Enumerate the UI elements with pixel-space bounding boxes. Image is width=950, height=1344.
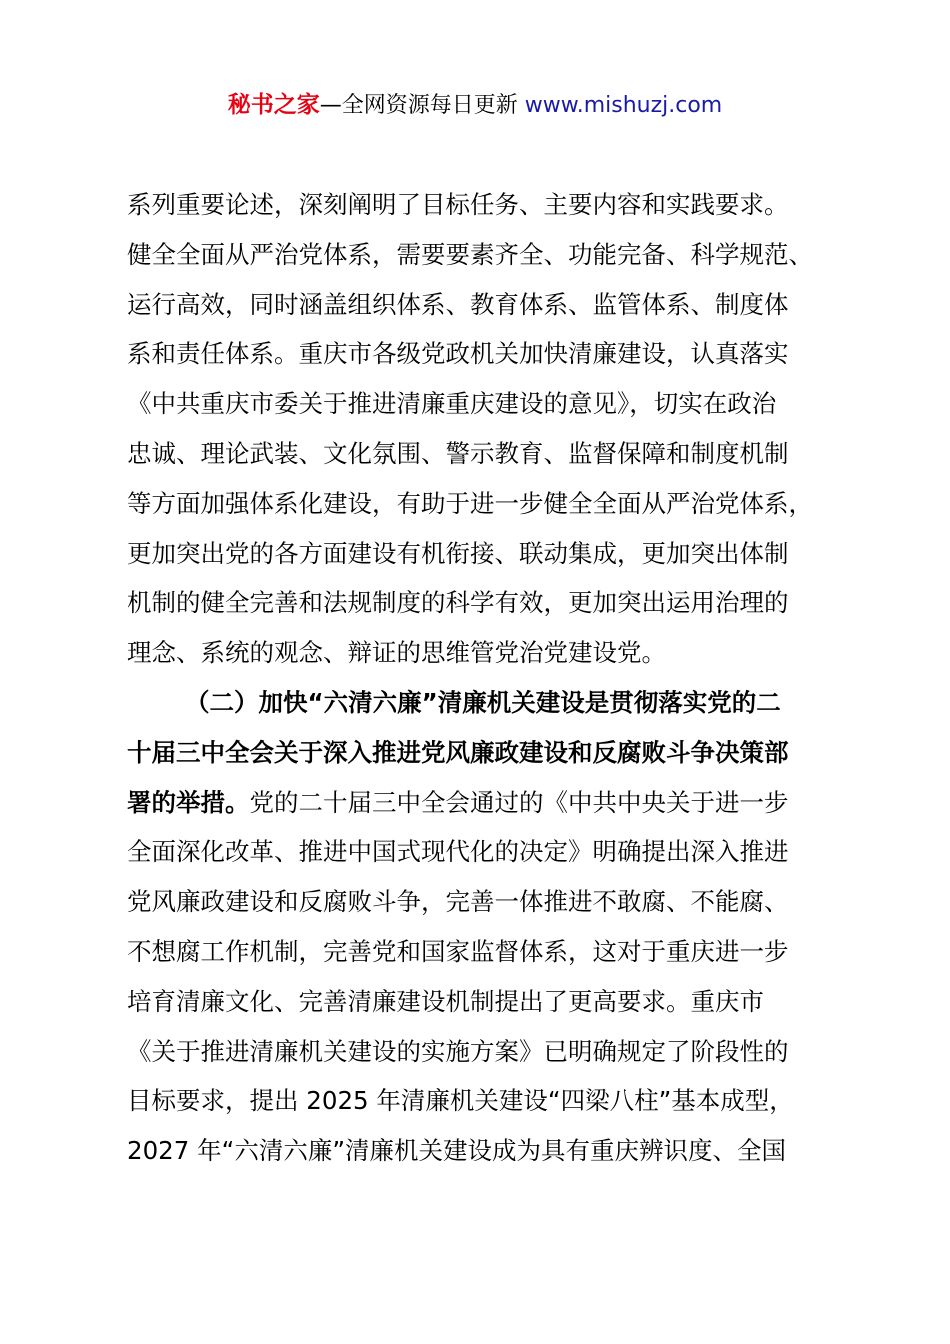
site-slogan: —全网资源每日更新	[319, 93, 525, 118]
line-text: 系和责任体系。重庆市各级党政机关加快清廉建设，认真落实	[127, 339, 789, 369]
site-brand: 秘书之家	[227, 92, 320, 118]
line-text: 机制的健全完善和法规制度的科学有效，更加突出运用治理的	[127, 588, 789, 618]
line-text: 《关于推进清廉机关建设的实施方案》已明确规定了阶段性的	[127, 1036, 789, 1066]
line-text: 运行高效，同时涵盖组织体系、教育体系、监管体系、制度体	[127, 289, 789, 319]
text-line	[127, 1076, 847, 1126]
line-text: 等方面加强体系化建设，有助于进一步健全全面从严治党体系，	[127, 488, 813, 518]
text-line	[127, 977, 847, 1027]
text-line	[127, 827, 847, 877]
line-text: 不想腐工作机制，完善党和国家监督体系，这对于重庆进一步	[127, 936, 789, 966]
text-line	[127, 927, 847, 977]
line-text: 忠诚、理论武装、文化氛围、警示教育、监督保障和制度机制	[127, 438, 789, 468]
section-heading: 十届三中全会关于深入推进党风廉政建设和反腐败斗争决策部	[127, 737, 789, 767]
line-text: 理念、系统的观念、辩证的思维管党治党建设党。	[127, 638, 666, 668]
section-heading-line	[127, 678, 847, 728]
line-text: 目标要求，提出 2025 年清廉机关建设“四梁八柱”基本成型，	[127, 1086, 794, 1116]
text-line	[127, 429, 847, 479]
text-line	[127, 778, 847, 828]
document-body	[127, 180, 847, 1176]
line-text: 培育清廉文化、完善清廉建设机制提出了更高要求。重庆市	[127, 986, 764, 1016]
text-line	[127, 877, 847, 927]
line-text: 系列重要论述，深刻阐明了目标任务、主要内容和实践要求。	[127, 190, 789, 219]
line-text: 全面深化改革、推进中国式现代化的决定》明确提出深入推进	[127, 837, 789, 867]
line-text: 党的二十届三中全会通过的《中共中央关于进一步	[249, 787, 789, 817]
line-text: 《中共重庆市委关于推进清廉重庆建设的意见》，切实在政治	[127, 389, 777, 419]
text-line	[127, 379, 847, 429]
section-heading-line	[127, 728, 847, 778]
section-heading: （二）加快“六清六廉”清廉机关建设是贯彻落实党的二	[185, 687, 781, 717]
site-url[interactable]: www.mishuzj.com	[524, 93, 723, 118]
text-line	[127, 230, 847, 280]
text-line	[127, 180, 847, 230]
text-line	[127, 280, 847, 330]
line-text: 党风廉政建设和反腐败斗争，完善一体推进不敢腐、不能腐、	[127, 887, 789, 917]
text-line	[127, 628, 847, 678]
site-header	[0, 88, 950, 123]
text-line	[127, 479, 847, 529]
line-text: 更加突出党的各方面建设有机衔接、联动集成，更加突出体制	[127, 538, 789, 568]
text-line	[127, 578, 847, 628]
text-line	[127, 1126, 847, 1176]
section-heading: 署的举措。	[127, 787, 250, 817]
line-text: 2027 年“六清六廉”清廉机关建设成为具有重庆辨识度、全国	[127, 1136, 787, 1166]
line-text: 健全全面从严治党体系，需要要素齐全、功能完备、科学规范、	[127, 239, 813, 269]
text-line	[127, 529, 847, 579]
text-line	[127, 1027, 847, 1077]
text-line	[127, 329, 847, 379]
